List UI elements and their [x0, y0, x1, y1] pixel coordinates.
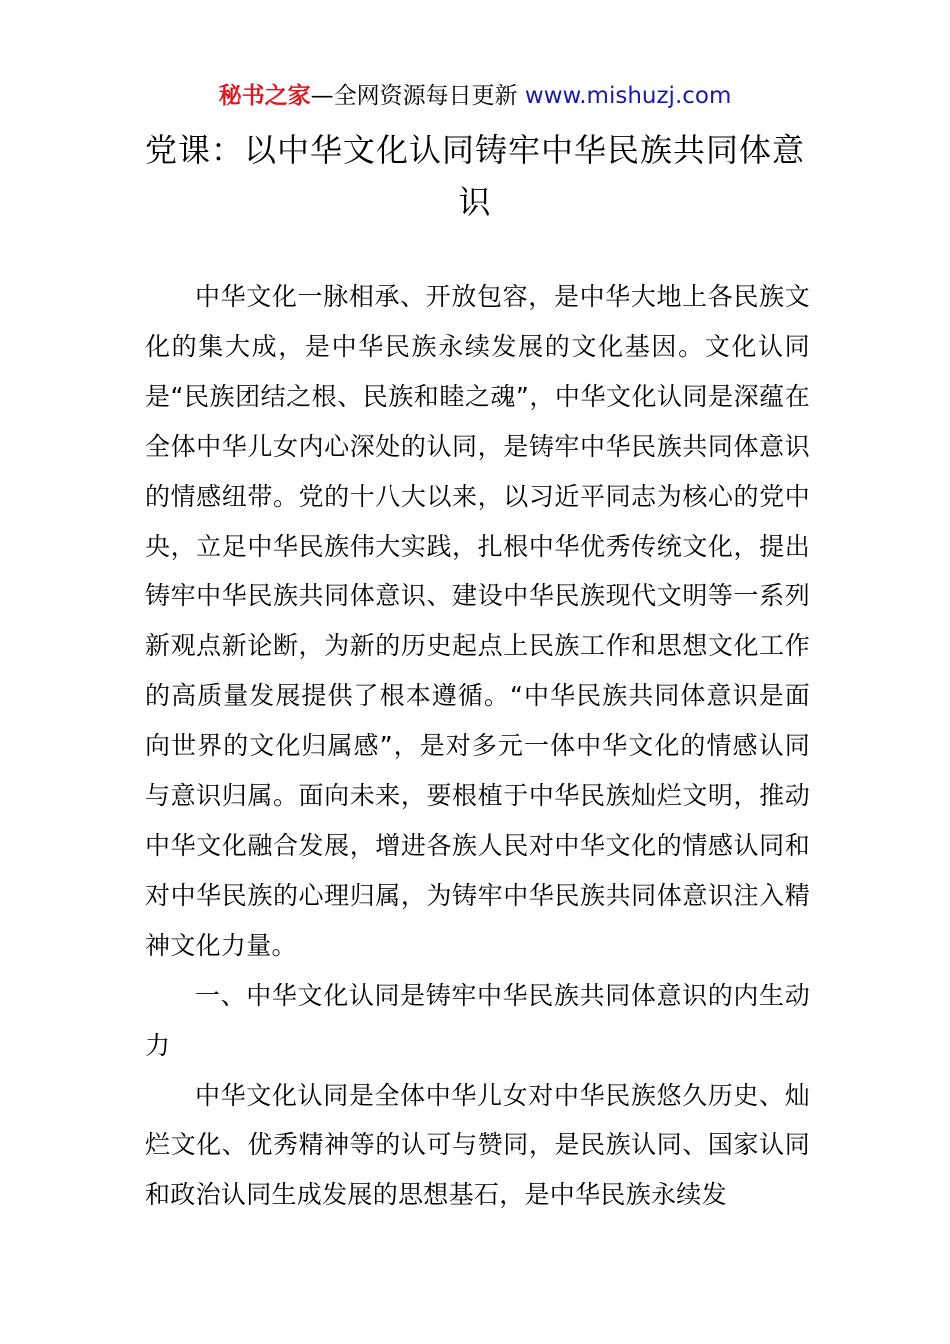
site-header: [0, 80, 950, 112]
site-url-link[interactable]: www.mishuzj.com: [524, 83, 732, 109]
document-title: 党课：以中华文化认同铸牢中华民族共同体意识: [144, 131, 805, 221]
section-heading-1: 一、中华文化认同是铸牢中华民族共同体意识的内生动力: [145, 980, 810, 1060]
paragraph-section-1: 中华文化认同是全体中华儿女对中华民族悠久历史、灿烂文化、优秀精神等的认可与赞同，是民族认同、国家认同和政治认同生成发展的思想基石，是中华民族永续发: [145, 1080, 810, 1210]
paragraph-intro: 中华文化一脉相承、开放包容，是中华大地上各民族文化的集大成，是中华民族永续发展的文化基因。文化认同是“民族团结之根、民族和睦之魂”，中华文化认同是深蕴在全体中华儿女内心深处的认同，是铸牢中华民族共同体意识的情感纽带。党的十八大以来，以习近平同志为核心的党中央，立足中华民族伟大实践，扎根中华优秀传统文化，提出铸牢中华民族共同体意识、建设中华民族现代文明等一系列新观点新论断，为新的历史起点上民族工作和思想文化工作的高质量发展提供了根本遵循。“中华民族共同体意识是面向世界的文化归属感”，是对多元一体中华文化的情感认同与意识归属。面向未来，要根植于中华民族灿烂文明，推动中华文化融合发展，增进各族人民对中华文化的情感认同和对中华民族的心理归属，为铸牢中华民族共同体意识注入精神文化力量。: [145, 282, 810, 960]
document-body: [145, 272, 810, 1220]
site-tagline: —全网资源每日更新: [310, 83, 525, 109]
site-brand: 秘书之家: [218, 83, 311, 109]
